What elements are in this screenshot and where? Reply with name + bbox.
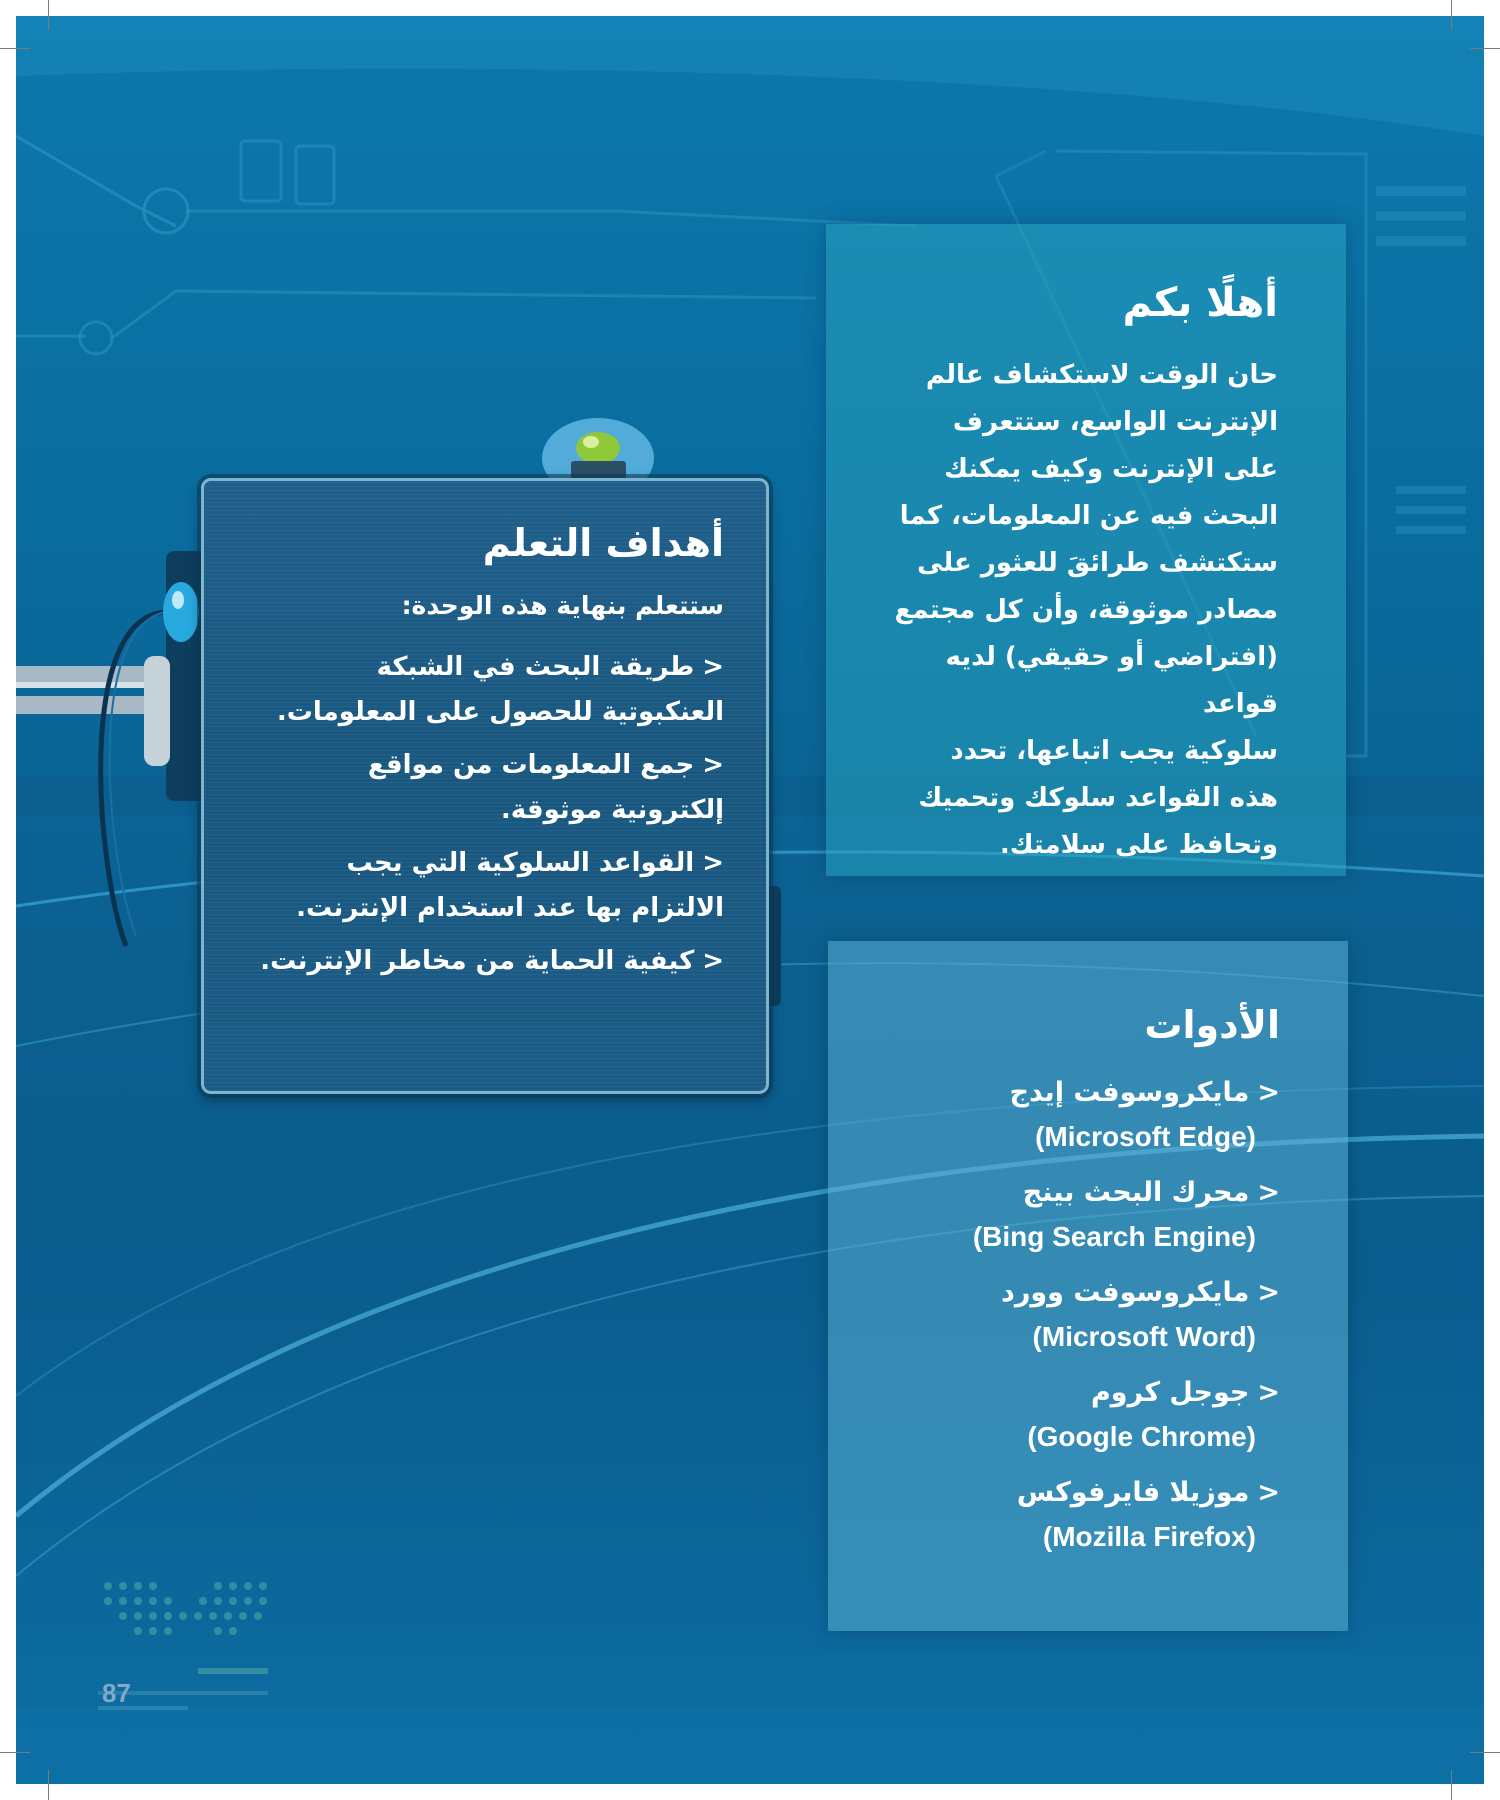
bullet-marker: < [702, 946, 724, 976]
bullet-marker: < [1257, 1477, 1280, 1508]
learning-goal-text: كيفية الحماية من مخاطر الإنترنت. [260, 946, 695, 976]
tool-item [860, 1371, 1280, 1459]
crop-mark [1470, 1752, 1500, 1753]
tool-item [860, 1171, 1280, 1259]
crop-mark [0, 1752, 30, 1753]
learning-goals-intro: ستتعلم بنهاية هذه الوحدة: [401, 591, 724, 620]
crop-mark [1451, 1770, 1452, 1800]
tool-name-english: (Microsoft Edge) [1035, 1121, 1256, 1152]
bullet-marker: < [702, 652, 724, 682]
tools-panel [828, 941, 1348, 1631]
bullet-marker: < [1257, 1077, 1280, 1108]
tool-name-arabic: موزيلا فايرفوكس [1016, 1477, 1250, 1508]
tool-name-english: (Google Chrome) [1027, 1421, 1256, 1452]
learning-goal-text: القواعد السلوكية التي يجب الالتزام بها عند استخدام الإنترنت. [296, 848, 724, 923]
crop-mark [0, 48, 30, 49]
bullet-marker: < [1257, 1377, 1280, 1408]
welcome-body: حان الوقت لاستكشاف عالم الإنترنت الواسع، ستتعرف على الإنترنت وكيف يمكنك البحث فيه عن المعلومات، كما ستكتشف طرائقَ للعثور على مصادر موثوقة، وأن كل مجتمع (افتراضي أو حقيقي) لديه قواعد سلوكية يجب اتباعها، تحدد هذه القواعد سلوكك وتحميك وتحافظ على سلامتك. [894, 360, 1278, 860]
learning-goal-item [246, 743, 724, 833]
tool-name-arabic: مايكروسوفت إيدج [1009, 1077, 1250, 1108]
tools-title: الأدوات [1144, 1003, 1280, 1047]
tool-name-arabic: جوجل كروم [1090, 1377, 1250, 1408]
learning-goal-text: طريقة البحث في الشبكة العنكبوتية للحصول على المعلومات. [276, 652, 724, 727]
bullet-marker: < [702, 750, 724, 780]
crop-mark [1451, 0, 1452, 30]
tool-name-english: (Microsoft Word) [1032, 1321, 1256, 1352]
tool-item [860, 1271, 1280, 1359]
welcome-panel [826, 224, 1346, 876]
crop-mark [48, 1770, 49, 1800]
tool-name-arabic: محرك البحث بينج [1022, 1177, 1250, 1208]
tool-name-arabic: مايكروسوفت وورد [1000, 1277, 1250, 1308]
crop-mark [1470, 48, 1500, 49]
tool-item [860, 1071, 1280, 1159]
bullet-marker: < [1257, 1277, 1280, 1308]
crop-mark [48, 0, 49, 30]
tool-name-english: (Bing Search Engine) [972, 1221, 1256, 1252]
tool-item [860, 1471, 1280, 1559]
bullet-marker: < [702, 848, 724, 878]
learning-goals-list [246, 645, 724, 992]
welcome-title: أهلًا بكم [1122, 280, 1278, 326]
bullet-marker: < [1257, 1177, 1280, 1208]
learning-goal-item [246, 939, 724, 984]
learning-goals-panel [201, 478, 769, 1094]
learning-goals-title: أهداف التعلم [482, 521, 724, 565]
tools-list [860, 1071, 1280, 1571]
tool-name-english: (Mozilla Firefox) [1042, 1521, 1256, 1552]
learning-goal-item [246, 841, 724, 931]
page-background [16, 16, 1484, 1784]
page-number: 87 [102, 1678, 131, 1708]
learning-goal-text: جمع المعلومات من مواقع إلكترونية موثوقة. [367, 750, 724, 825]
learning-goal-item [246, 645, 724, 735]
